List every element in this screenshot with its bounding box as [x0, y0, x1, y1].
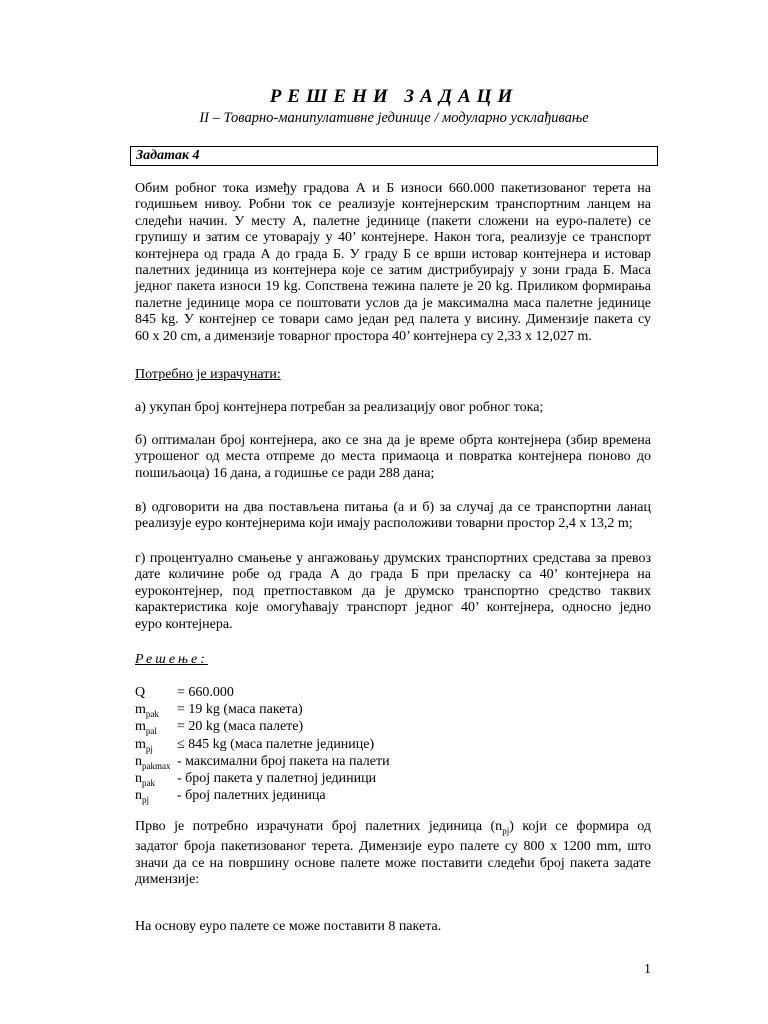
symbol: $m_{pak}$ [135, 702, 159, 719]
text-line: годишњем нивоу. Робни ток се реализује контејнерским транспортним ланцем на [135, 197, 651, 213]
text-line: задатог броја пакетизованог терета. Димензије еуро палете су 800 x 1200 mm, што [135, 839, 651, 855]
text-line: дате количине робе од града А до града Б при преласку са 40’ контејнера на [135, 567, 651, 583]
required-label: Потребно је израчунати: [135, 367, 281, 382]
definition-row [135, 753, 390, 770]
text-line: еуро контејнера. [135, 616, 233, 632]
definition-row [135, 684, 390, 701]
definitions-list [135, 684, 390, 804]
definition-text: - број палетних јединица [177, 788, 326, 804]
task-header-box [130, 146, 658, 166]
definition-row [135, 736, 390, 753]
text-line: палетне јединице мора се поштовати услов да је максимална маса палетне јединице [135, 295, 651, 311]
definition-text: - максимални број пакета на палети [177, 753, 390, 769]
text-line: следећи начин. У месту А, палетне јединице (пакети сложени на еуро-палете) се [135, 213, 651, 229]
task-label: Задатак 4 [136, 148, 200, 163]
symbol: $n_{pakmax}$ [135, 753, 171, 771]
text-line: еуроконтејнер, под претпоставком да је друмско транспортно средство таквих [135, 583, 651, 599]
required-heading [135, 367, 651, 383]
part-b [135, 433, 651, 482]
text-line: 60 x 20 cm, а димензије товарног простора 40’ контејнера су 2,33 x 12,027 m. [135, 328, 592, 344]
symbol: $m_{pj}$ [135, 736, 153, 754]
symbol: $n_{pj}$ [135, 788, 150, 805]
part-g [135, 551, 651, 633]
text-line: палетних јединица из контејнера које се затим дистрибуирају у зони града Б. Маса [135, 263, 651, 279]
symbol: $m_{pal}$ [135, 719, 157, 737]
text-line: карактеристика које омогућавају транспорт једног 40’ контејнера, односно једно [135, 600, 651, 616]
text-line: утрошеног од места отпреме до места примаоца и повратка контејнера поново до [135, 449, 651, 465]
definition-row [135, 718, 390, 735]
text-line: реализује еуро контејнерима који имају расположиви товарни простор 2,4 x 13,2 m; [135, 516, 633, 532]
text-line: групишу и затим се утоварају у 40’ контејнере. Након тога, реализује се транспорт [135, 230, 651, 246]
part-a [135, 400, 651, 416]
definition-text: = 660.000 [177, 685, 234, 700]
definition-row [135, 787, 390, 804]
problem-statement [135, 181, 651, 345]
text-line: Обим робног тока између градова А и Б износи 660.000 пакетизованог терета на [135, 181, 651, 196]
definition-text: - број пакета у палетној јединици [177, 770, 377, 786]
symbol: $n_{pak}$ [135, 770, 155, 788]
part-v [135, 500, 651, 533]
text-line: б) оптималан број контејнера, ако се зна да је време обрта контејнера (збир времена [135, 433, 651, 448]
text-line: На основу еуро палете се може поставити 8 пакета. [135, 919, 442, 934]
text-line: значи да се на површину основе палете може поставити следећи број пакета задате [135, 855, 651, 871]
text-line: 845 kg. У контејнер се товари само један ред палета у висину. Димензије пакета су [135, 312, 651, 328]
definition-text: = 19 kg (маса пакета) [177, 702, 303, 718]
text-line: димензије: [135, 872, 200, 888]
text-line: контејнера од града А до града Б. У граду Б се врши истовар контејнера и истовар [135, 246, 651, 262]
page-title: РЕШЕНИ ЗАДАЦИ [269, 86, 519, 107]
definition-text: = 20 kg (маса палете) [177, 719, 304, 735]
text-line: једног пакета износи 19 kg. Сопствена тежина палете је 20 kg. Приликом формирања [135, 279, 651, 295]
text-line: пошиљаоца) 16 дана, а годишње се ради 288 дана; [135, 465, 435, 481]
page-subtitle: II – Товарно-манипулативне јединице / модуларно усклађивање [199, 110, 589, 126]
definition-row [135, 701, 390, 718]
text-line: в) одговорити на два постављена питања (а и б) за случај да се транспортни ланац [135, 500, 651, 515]
solution-heading: Решење: [135, 652, 208, 667]
solution-conclusion [135, 919, 651, 935]
text-line: а) укупан број контејнера потребан за реализацију овог робног тока; [135, 400, 544, 415]
solution-intro [135, 819, 651, 888]
definition-row [135, 770, 390, 787]
definition-text: ≤ 845 kg (маса палетне јединице) [177, 736, 375, 752]
symbol: Q [135, 685, 146, 700]
page-number: 1 [644, 962, 651, 977]
text-line: Прво је потребно израчунати број палетних јединица $(n_{pj})$ који се формира од [135, 819, 651, 836]
text-line: г) процентуално смањење у ангажовању друмских транспортних средстава за превоз [135, 551, 651, 566]
